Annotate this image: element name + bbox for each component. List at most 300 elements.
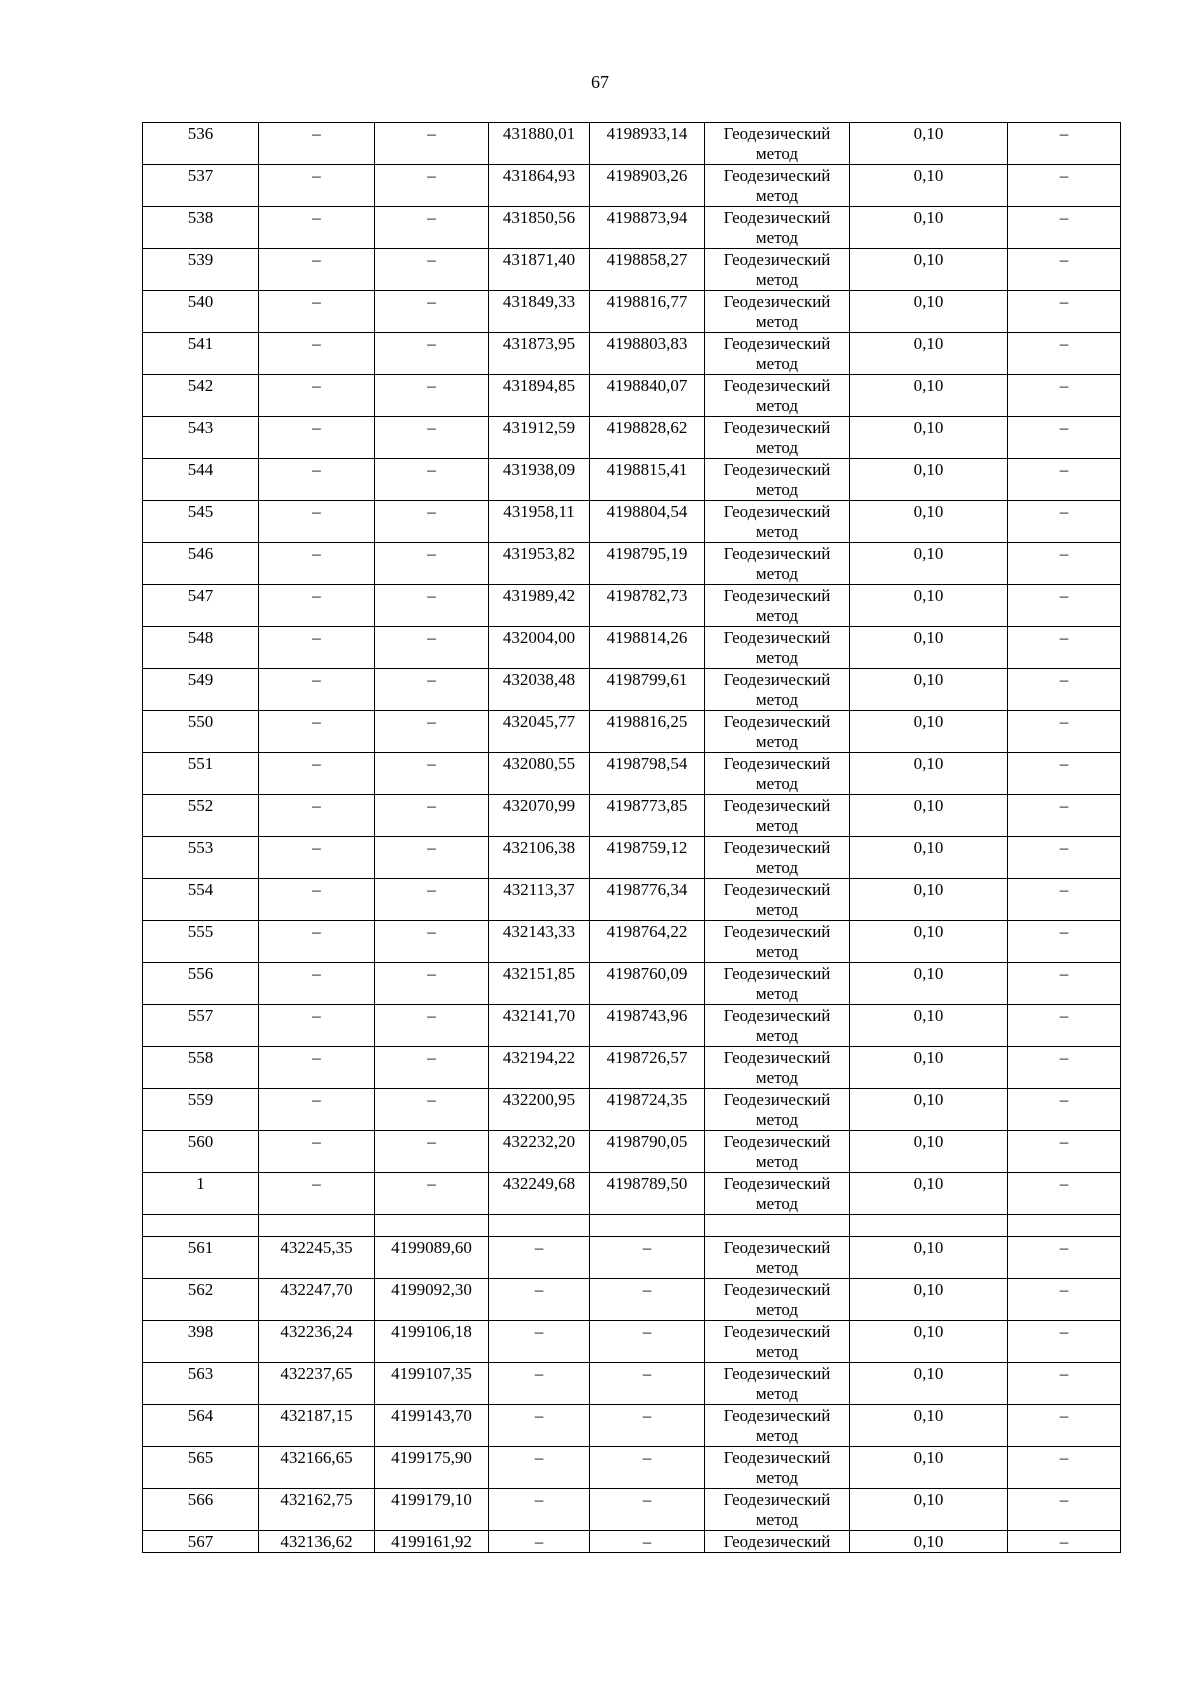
new-y-cell-text: 4198816,77	[606, 292, 688, 311]
point-number-cell-text: 538	[187, 208, 214, 227]
table-row	[143, 585, 1121, 627]
method-cell	[705, 711, 850, 753]
existing-y-cell	[375, 417, 489, 459]
method-line-1: Геодезический	[723, 1090, 831, 1109]
accuracy-cell	[850, 1489, 1008, 1531]
method-line-2: метод	[755, 270, 799, 289]
point-number-cell-text: 551	[187, 754, 214, 773]
method-line-2: метод	[755, 480, 799, 499]
new-y-cell-text: –	[642, 1532, 652, 1551]
note-cell-text	[1008, 1215, 1120, 1216]
existing-x-cell-text: 432247,70	[280, 1280, 353, 1299]
point-number-cell	[143, 795, 259, 837]
new-y-cell-text: 4198773,85	[606, 796, 688, 815]
point-number-cell-text: 536	[187, 124, 214, 143]
new-x-cell-text: 432151,85	[502, 964, 576, 983]
existing-x-cell-text: –	[312, 880, 321, 899]
new-x-cell-text: 431849,33	[502, 292, 576, 311]
existing-x-cell	[259, 501, 375, 543]
note-cell	[1008, 1363, 1121, 1405]
new-x-cell	[489, 123, 590, 165]
method-line-2: метод	[755, 606, 799, 625]
note-cell	[1008, 375, 1121, 417]
point-number-cell-text: 541	[187, 334, 214, 353]
new-y-cell	[590, 123, 705, 165]
existing-y-cell-text: –	[427, 1174, 436, 1193]
accuracy-cell-text: 0,10	[913, 334, 944, 353]
method-cell	[705, 1321, 850, 1363]
method-line-1: Геодезический	[723, 460, 831, 479]
table-row	[143, 627, 1121, 669]
existing-y-cell	[375, 879, 489, 921]
new-y-cell	[590, 249, 705, 291]
table-row	[143, 1005, 1121, 1047]
method-cell	[705, 1047, 850, 1089]
point-number-cell-text: 544	[187, 460, 214, 479]
note-cell-text: –	[1059, 670, 1069, 689]
note-cell	[1008, 1279, 1121, 1321]
new-y-cell	[590, 1279, 705, 1321]
existing-x-cell	[259, 585, 375, 627]
new-x-cell-text: 432106,38	[502, 838, 576, 857]
existing-y-cell	[375, 375, 489, 417]
existing-y-cell-text: –	[427, 1132, 436, 1151]
table-row	[143, 459, 1121, 501]
point-number-cell-text: 557	[187, 1006, 214, 1025]
accuracy-cell-text: 0,10	[913, 124, 944, 143]
new-y-cell	[590, 669, 705, 711]
accuracy-cell	[850, 879, 1008, 921]
new-x-cell	[489, 1321, 590, 1363]
method-line-1: Геодезический	[723, 1364, 831, 1383]
accuracy-cell-text: 0,10	[913, 1532, 944, 1551]
new-x-cell-text: 432141,70	[502, 1006, 576, 1025]
existing-x-cell-text	[259, 1215, 374, 1216]
existing-x-cell-text: –	[312, 418, 321, 437]
method-cell	[705, 1131, 850, 1173]
existing-y-cell-text: 4199107,35	[391, 1364, 472, 1383]
method-line-1: Геодезический	[723, 796, 831, 815]
new-y-cell-text: –	[642, 1280, 652, 1299]
point-number-cell	[143, 1237, 259, 1279]
new-x-cell-text	[489, 1215, 589, 1216]
new-x-cell-text: 432045,77	[502, 712, 576, 731]
method-cell	[705, 1447, 850, 1489]
note-cell-text: –	[1059, 1090, 1069, 1109]
point-number-cell	[143, 123, 259, 165]
existing-x-cell	[259, 921, 375, 963]
table-row	[143, 879, 1121, 921]
method-cell	[705, 921, 850, 963]
note-cell	[1008, 753, 1121, 795]
point-number-cell-text: 552	[187, 796, 214, 815]
existing-y-cell-text: –	[427, 964, 436, 983]
existing-x-cell-text: 432166,65	[280, 1448, 353, 1467]
accuracy-cell-text: 0,10	[913, 964, 944, 983]
note-cell-text: –	[1059, 922, 1069, 941]
method-line-1: Геодезический	[723, 628, 831, 647]
new-y-cell-text: –	[642, 1364, 652, 1383]
new-y-cell-text: –	[642, 1322, 652, 1341]
method-cell	[705, 165, 850, 207]
new-x-cell-text: 431989,42	[502, 586, 576, 605]
new-y-cell-text: 4198858,27	[606, 250, 688, 269]
accuracy-cell-text: 0,10	[913, 838, 944, 857]
accuracy-cell	[850, 165, 1008, 207]
existing-x-cell-text: –	[312, 334, 321, 353]
new-x-cell	[489, 291, 590, 333]
table-row	[143, 1363, 1121, 1405]
point-number-cell	[143, 543, 259, 585]
new-x-cell-text: –	[534, 1490, 544, 1509]
note-cell-text: –	[1059, 1406, 1069, 1425]
accuracy-cell-text: 0,10	[913, 712, 944, 731]
point-number-cell	[143, 879, 259, 921]
method-cell	[705, 417, 850, 459]
existing-y-cell-text: –	[427, 544, 436, 563]
method-cell	[705, 1279, 850, 1321]
table-row	[143, 543, 1121, 585]
new-y-cell	[590, 333, 705, 375]
table-row	[143, 1089, 1121, 1131]
method-cell	[705, 1173, 850, 1215]
note-cell-text: –	[1059, 376, 1069, 395]
accuracy-cell	[850, 1215, 1008, 1237]
note-cell	[1008, 711, 1121, 753]
new-y-cell-text: 4198782,73	[606, 586, 688, 605]
method-cell	[705, 879, 850, 921]
note-cell-text: –	[1059, 1364, 1069, 1383]
method-line-1: Геодезический	[723, 1048, 831, 1067]
existing-y-cell-text: –	[427, 1048, 436, 1067]
method-cell	[705, 1005, 850, 1047]
new-y-cell	[590, 417, 705, 459]
accuracy-cell-text: 0,10	[913, 1006, 944, 1025]
existing-y-cell-text: –	[427, 586, 436, 605]
method-cell	[705, 1089, 850, 1131]
method-line-2: метод	[755, 228, 799, 247]
existing-x-cell	[259, 1047, 375, 1089]
existing-x-cell	[259, 417, 375, 459]
new-y-cell	[590, 627, 705, 669]
method-cell	[705, 543, 850, 585]
new-y-cell-text: 4198776,34	[606, 880, 688, 899]
point-number-cell	[143, 1279, 259, 1321]
existing-x-cell	[259, 1321, 375, 1363]
coordinates-table	[142, 122, 1121, 1553]
accuracy-cell-text: 0,10	[913, 250, 944, 269]
existing-x-cell-text: –	[312, 964, 321, 983]
new-y-cell-text: 4198798,54	[606, 754, 688, 773]
new-y-cell	[590, 585, 705, 627]
new-x-cell	[489, 1405, 590, 1447]
existing-x-cell	[259, 1279, 375, 1321]
existing-y-cell	[375, 921, 489, 963]
new-x-cell-text: 432232,20	[502, 1132, 576, 1151]
note-cell-text: –	[1059, 628, 1069, 647]
point-number-cell-text: 539	[187, 250, 214, 269]
method-line-2: метод	[755, 1342, 799, 1361]
note-cell	[1008, 501, 1121, 543]
accuracy-cell-text: 0,10	[913, 1238, 944, 1257]
new-x-cell-text: 432143,33	[502, 922, 576, 941]
note-cell-text: –	[1059, 544, 1069, 563]
accuracy-cell	[850, 1131, 1008, 1173]
point-number-cell	[143, 333, 259, 375]
new-y-cell-text: 4198815,41	[606, 460, 688, 479]
accuracy-cell	[850, 1047, 1008, 1089]
existing-x-cell-text: –	[312, 250, 321, 269]
existing-y-cell-text: –	[427, 502, 436, 521]
table-row	[143, 1321, 1121, 1363]
accuracy-cell-text: 0,10	[913, 754, 944, 773]
new-x-cell	[489, 585, 590, 627]
existing-x-cell-text: –	[312, 670, 321, 689]
method-line-2: метод	[755, 816, 799, 835]
method-cell	[705, 669, 850, 711]
existing-x-cell	[259, 333, 375, 375]
new-y-cell-text: –	[642, 1406, 652, 1425]
accuracy-cell-text: 0,10	[913, 1090, 944, 1109]
table-row	[143, 669, 1121, 711]
note-cell-text: –	[1059, 712, 1069, 731]
method-line-1: Геодезический	[723, 334, 831, 353]
new-x-cell-text: 431864,93	[502, 166, 576, 185]
existing-y-cell	[375, 627, 489, 669]
existing-x-cell-text: –	[312, 1090, 321, 1109]
method-line-2: метод	[755, 1300, 799, 1319]
accuracy-cell-text: 0,10	[913, 1048, 944, 1067]
existing-x-cell-text: –	[312, 208, 321, 227]
point-number-cell-text: 554	[187, 880, 214, 899]
note-cell	[1008, 1173, 1121, 1215]
method-cell	[705, 1489, 850, 1531]
point-number-cell	[143, 1131, 259, 1173]
table-row	[143, 753, 1121, 795]
point-number-cell-text: 540	[187, 292, 214, 311]
method-cell	[705, 1405, 850, 1447]
new-x-cell	[489, 1215, 590, 1237]
existing-y-cell	[375, 207, 489, 249]
point-number-cell-text	[143, 1215, 258, 1216]
existing-y-cell-text: –	[427, 166, 436, 185]
method-line-2: метод	[755, 522, 799, 541]
existing-y-cell	[375, 1447, 489, 1489]
existing-y-cell	[375, 669, 489, 711]
table-row	[143, 291, 1121, 333]
existing-x-cell-text: –	[312, 292, 321, 311]
existing-y-cell	[375, 1005, 489, 1047]
new-y-cell	[590, 837, 705, 879]
accuracy-cell	[850, 627, 1008, 669]
method-line-1: Геодезический	[723, 1132, 831, 1151]
note-cell-text: –	[1059, 1238, 1069, 1257]
accuracy-cell	[850, 1405, 1008, 1447]
new-y-cell-text: 4198803,83	[606, 334, 688, 353]
existing-y-cell	[375, 1531, 489, 1553]
existing-y-cell-text: –	[427, 838, 436, 857]
method-line-2: метод	[755, 1510, 799, 1529]
existing-x-cell-text: 432136,62	[280, 1532, 353, 1551]
point-number-cell	[143, 417, 259, 459]
new-x-cell-text: –	[534, 1238, 544, 1257]
table-row	[143, 165, 1121, 207]
existing-y-cell	[375, 1405, 489, 1447]
note-cell	[1008, 417, 1121, 459]
existing-y-cell-text: 4199106,18	[391, 1322, 472, 1341]
new-x-cell-text: –	[534, 1406, 544, 1425]
note-cell	[1008, 963, 1121, 1005]
table-row	[143, 501, 1121, 543]
method-line-2: метод	[755, 564, 799, 583]
existing-y-cell-text: –	[427, 292, 436, 311]
existing-y-cell-text: –	[427, 250, 436, 269]
accuracy-cell	[850, 921, 1008, 963]
accuracy-cell	[850, 207, 1008, 249]
new-x-cell	[489, 207, 590, 249]
existing-x-cell	[259, 1131, 375, 1173]
existing-y-cell	[375, 963, 489, 1005]
new-y-cell	[590, 711, 705, 753]
note-cell	[1008, 1005, 1121, 1047]
method-line-2: метод	[755, 690, 799, 709]
existing-x-cell	[259, 627, 375, 669]
method-line-2: метод	[755, 1026, 799, 1045]
new-y-cell	[590, 1131, 705, 1173]
accuracy-cell	[850, 333, 1008, 375]
table-row	[143, 1237, 1121, 1279]
note-cell-text: –	[1059, 124, 1069, 143]
note-cell	[1008, 1089, 1121, 1131]
new-y-cell-text	[590, 1215, 704, 1216]
existing-y-cell	[375, 165, 489, 207]
existing-y-cell	[375, 333, 489, 375]
point-number-cell-text: 565	[187, 1448, 214, 1467]
note-cell-text: –	[1059, 208, 1069, 227]
table-row	[143, 249, 1121, 291]
point-number-cell	[143, 753, 259, 795]
note-cell-text: –	[1059, 964, 1069, 983]
note-cell	[1008, 879, 1121, 921]
existing-x-cell	[259, 165, 375, 207]
new-x-cell-text: –	[534, 1322, 544, 1341]
accuracy-cell	[850, 963, 1008, 1005]
existing-x-cell	[259, 543, 375, 585]
point-number-cell-text: 545	[187, 502, 214, 521]
method-cell	[705, 501, 850, 543]
existing-y-cell	[375, 753, 489, 795]
new-x-cell	[489, 1131, 590, 1173]
new-x-cell-text: –	[534, 1364, 544, 1383]
new-y-cell	[590, 879, 705, 921]
new-y-cell	[590, 1489, 705, 1531]
note-cell-text: –	[1059, 292, 1069, 311]
new-x-cell-text: 431850,56	[502, 208, 576, 227]
accuracy-cell	[850, 837, 1008, 879]
table-row	[143, 123, 1121, 165]
method-line-1: Геодезический	[723, 1448, 831, 1467]
existing-y-cell-text	[375, 1215, 488, 1216]
point-number-cell-text: 547	[187, 586, 214, 605]
accuracy-cell	[850, 375, 1008, 417]
new-y-cell-text: 4198873,94	[606, 208, 688, 227]
note-cell	[1008, 165, 1121, 207]
method-cell	[705, 585, 850, 627]
note-cell-text: –	[1059, 250, 1069, 269]
method-line-1: Геодезический	[723, 880, 831, 899]
new-x-cell	[489, 1237, 590, 1279]
point-number-cell-text: 542	[187, 376, 214, 395]
method-line-2: метод	[755, 1110, 799, 1129]
existing-x-cell	[259, 291, 375, 333]
new-y-cell-text: 4198814,26	[606, 628, 688, 647]
new-x-cell-text: –	[534, 1532, 544, 1551]
existing-y-cell	[375, 837, 489, 879]
new-y-cell	[590, 1173, 705, 1215]
new-x-cell-text: –	[534, 1280, 544, 1299]
existing-y-cell-text: –	[427, 124, 436, 143]
accuracy-cell-text: 0,10	[913, 460, 944, 479]
existing-y-cell-text: 4199143,70	[391, 1406, 472, 1425]
method-line-2: метод	[755, 648, 799, 667]
point-number-cell	[143, 1047, 259, 1089]
method-line-2: метод	[755, 1426, 799, 1445]
note-cell	[1008, 1237, 1121, 1279]
note-cell-text: –	[1059, 334, 1069, 353]
new-x-cell-text: 431871,40	[502, 250, 576, 269]
method-line-1: Геодезический	[723, 670, 831, 689]
existing-y-cell-text: –	[427, 880, 436, 899]
existing-y-cell	[375, 711, 489, 753]
existing-x-cell	[259, 1489, 375, 1531]
note-cell	[1008, 1131, 1121, 1173]
point-number-cell-text: 567	[187, 1532, 214, 1551]
accuracy-cell-text: 0,10	[913, 1490, 944, 1509]
table-row	[143, 963, 1121, 1005]
method-line-2: метод	[755, 438, 799, 457]
point-number-cell	[143, 1405, 259, 1447]
note-cell	[1008, 669, 1121, 711]
new-x-cell	[489, 417, 590, 459]
note-cell	[1008, 543, 1121, 585]
point-number-cell	[143, 1173, 259, 1215]
method-cell	[705, 291, 850, 333]
new-y-cell	[590, 1531, 705, 1553]
method-cell	[705, 753, 850, 795]
point-number-cell-text: 537	[187, 166, 214, 185]
point-number-cell	[143, 207, 259, 249]
method-line-1: Геодезический	[723, 754, 831, 773]
point-number-cell	[143, 1089, 259, 1131]
existing-x-cell	[259, 795, 375, 837]
new-x-cell	[489, 543, 590, 585]
new-y-cell-text: –	[642, 1448, 652, 1467]
existing-y-cell-text: –	[427, 334, 436, 353]
new-x-cell	[489, 1447, 590, 1489]
existing-y-cell-text: 4199179,10	[391, 1490, 472, 1509]
method-line-1: Геодезический	[723, 376, 831, 395]
point-number-cell-text: 543	[187, 418, 214, 437]
new-x-cell-text: 431958,11	[503, 502, 575, 521]
new-y-cell	[590, 165, 705, 207]
existing-y-cell-text: 4199089,60	[391, 1238, 472, 1257]
new-x-cell-text: 431912,59	[502, 418, 576, 437]
method-line-2: метод	[755, 354, 799, 373]
new-y-cell-text: 4198760,09	[606, 964, 688, 983]
accuracy-cell	[850, 1237, 1008, 1279]
new-x-cell-text: 431894,85	[502, 376, 576, 395]
new-x-cell	[489, 627, 590, 669]
